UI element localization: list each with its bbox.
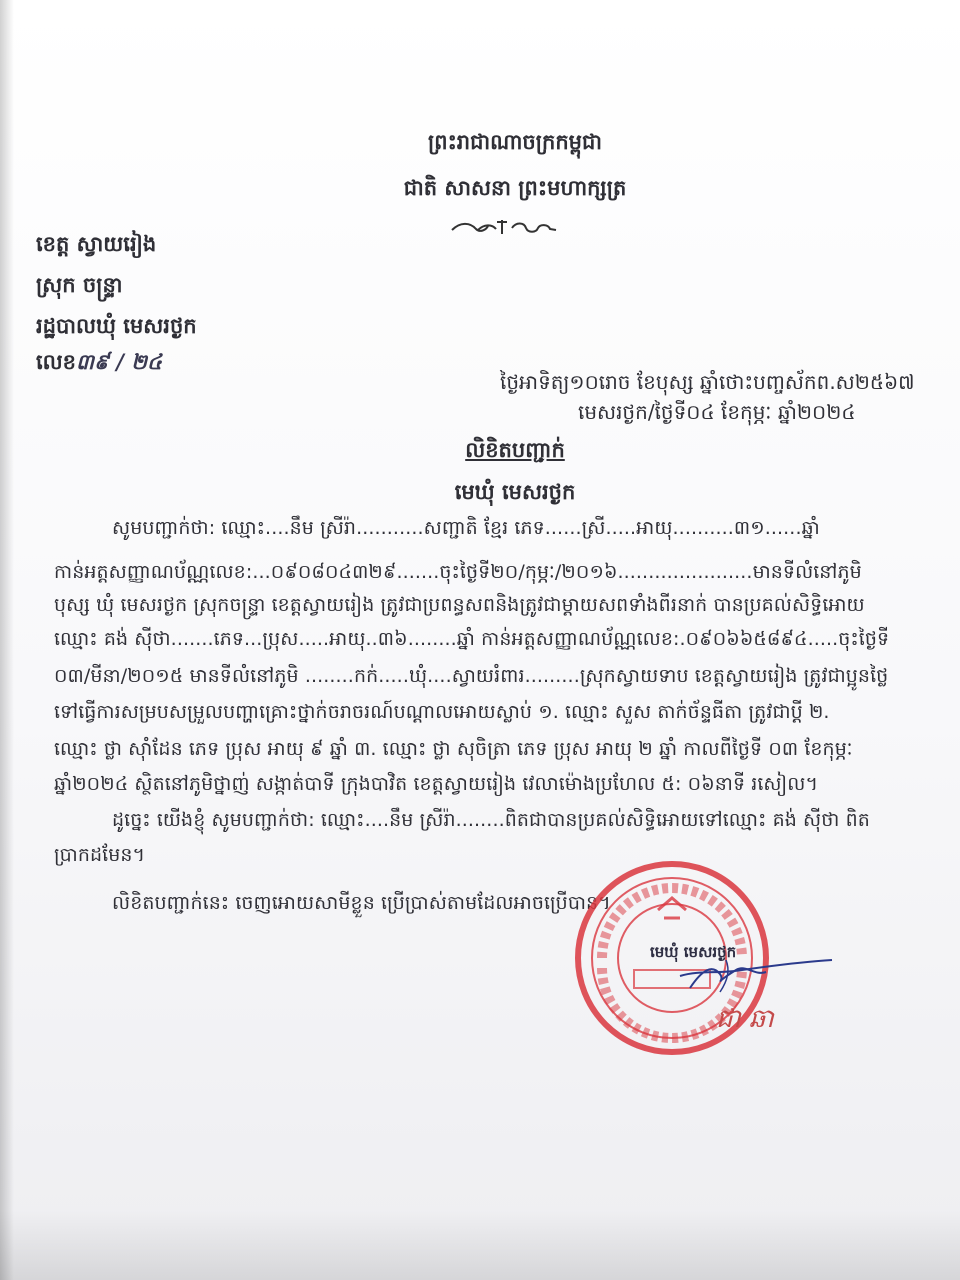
province-label: ខេត្ត ស្វាយរៀង [36,231,157,256]
page-shadow-bottom [0,1210,960,1280]
commune-admin-label: រដ្ឋបាលឃុំ មេសរថ្ងក [36,313,197,338]
body-line-4: ឈ្មោះ គង់ ស៊ីថា.......ភេទ...ប្រុស.....អាយុ..៣៦........ឆ្នាំ កាន់អត្តសញ្ញាណប័ណ្ណលេខ:.០៩០៦៦៥៨៩៤.....ចុះថ្ងៃទី [54,628,890,650]
body-line-1: សូមបញ្ជាក់ថា: ឈ្មោះ....នឹម ស្រីរ៉ា...........សញ្ជាតិ ខ្មែរ ភេទ......ស្រី.....អាយុ..........៣១......ឆ្នាំ [112,517,820,539]
kingdom-heading: ព្រះរាជាណាចក្រកម្ពុជា [427,129,602,154]
body-line-5: ០៣/មីនា/២០១៥ មានទីលំនៅភូមិ ........កក់.....ឃុំ....ស្វាយរំពារ.........ស្រុកស្វាយទាប ខេត្តស្វាយរៀង ត្រូវជាប្អូនថ្លៃ [54,665,889,687]
body-line-3: បុស្ស ឃុំ មេសរថ្ងក ស្រុកចន្ទ្រា ខេត្តស្វាយរៀង ត្រូវជាប្រពន្ធសពនិងត្រូវជាម្តាយសពទាំងពីរនាក់ បានប្រគល់សិទ្ធិអោយ [54,594,865,616]
handwritten-signature [650,930,840,1000]
body-line-9: ដូច្នេះ យើងខ្ញុំ សូមបញ្ជាក់ថា: ឈ្មោះ....នឹម ស្រីរ៉ា........ពិតជាបានប្រគល់សិទ្ធិអោយទៅឈ្មោះ គង់ ស៊ីថា ពិត [112,809,870,831]
page-shadow-left [0,0,14,1280]
stamp-inner-text: មេឃុំ មេសរថ្ងក [650,943,737,961]
district-label: ស្រុក ចន្ទ្រា [36,272,123,297]
issuer-title: មេឃុំ មេសរថ្ងក [454,479,576,504]
motto-heading: ជាតិ សាសនា ព្រះមហាក្សត្រ [403,175,627,200]
body-line-7: ឈ្មោះ ថ្លា ស៊ាំដែន ភេទ ប្រុស អាយុ ៩ ឆ្នាំ ៣. ឈ្មោះ ថ្លា សុចិត្រា ភេទ ប្រុស អាយុ ២ ឆ្នាំ កាលពីថ្ងៃទី ០៣ ខែកុម្ភៈ [54,738,853,760]
number-label [36,350,162,374]
body-line-10: ប្រាកដមែន។ [54,844,146,866]
solar-date: មេសរថ្ងក/ថ្ងៃទី០៤ ខែកុម្ភៈ ឆ្នាំ២០២៤ [578,400,856,424]
body-closing-line: លិខិតបញ្ជាក់នេះ ចេញអោយសាមីខ្លួន ប្រើប្រាស់តាមដែលអាចប្រើបាន។ [112,892,611,914]
body-line-2: កាន់អត្តសញ្ញាណប័ណ្ណលេខ:...០៩០៨០៤៣២៩.......ចុះថ្ងៃទី២០/កុម្ភៈ/២០១៦......................មានទីលំនៅភូមិ [54,561,862,583]
number-handwritten: ៣៩ / ២៤ [76,349,162,374]
body-line-8: ឆ្នាំ២០២៤ ស្ថិតនៅភូមិថ្នាញ់ សង្កាត់បាទី ក្រុងបាវិត ខេត្តស្វាយរៀង វេលាម៉ោងប្រហែល ៥: ០៦នាទី រសៀល។ [54,773,819,795]
number-prefix: លេខ [36,349,76,374]
ornament-divider [450,218,560,238]
body-line-6: ទៅធ្វើការសម្របសម្រួលបញ្ហាគ្រោះថ្នាក់ចរាចរណ៍បណ្តាលអោយស្លាប់ ១. ឈ្មោះ សួស តាក់ច័ន្ទធីតា ត្រូវជាប្តី ២. [54,701,830,723]
signatory-name: ជា ឆា [716,1004,774,1034]
document-title: លិខិតបញ្ជាក់ [465,437,565,462]
lunar-date: ថ្ងៃអាទិត្យ១០រោច ខែបុស្ស ឆ្នាំថោះបញ្ចស័ក​ព.ស២៥៦៧ [500,370,915,394]
